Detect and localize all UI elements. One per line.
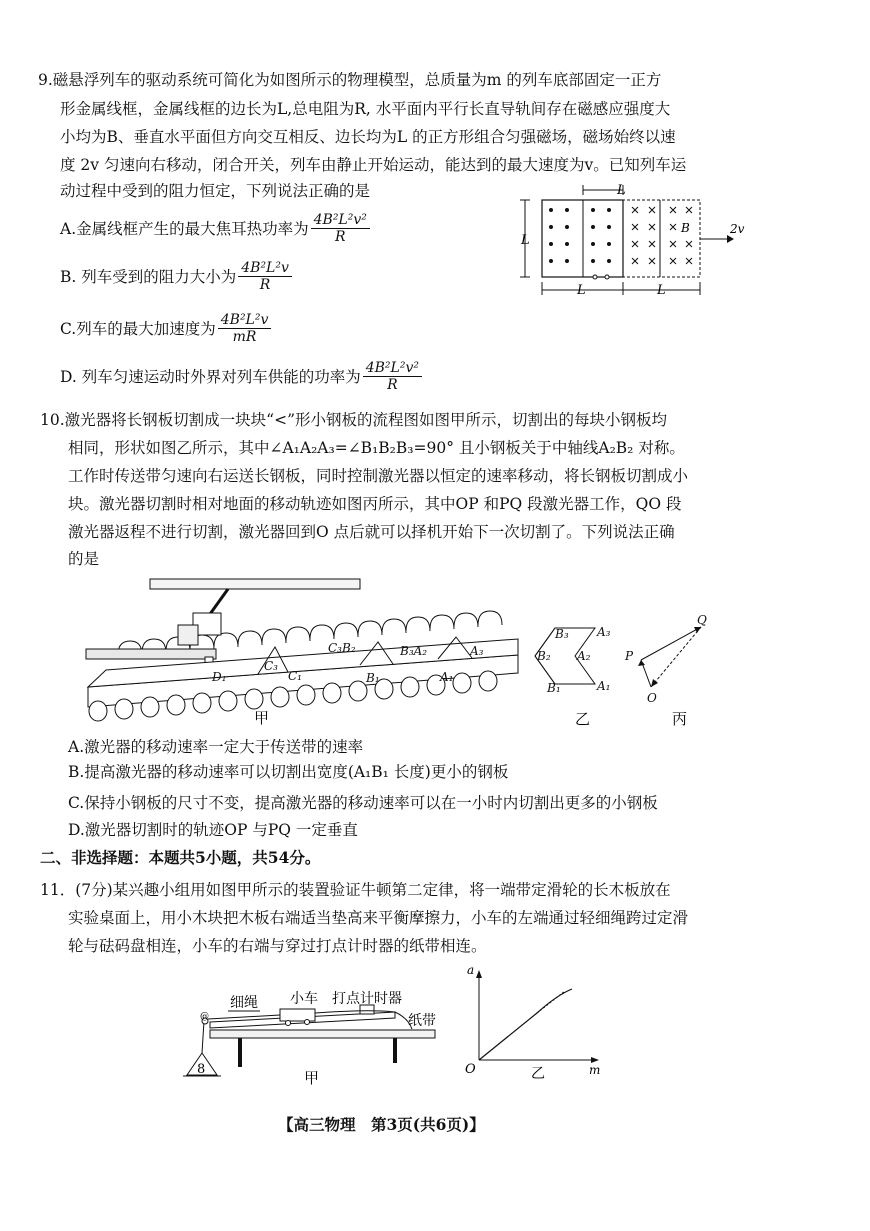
q11-line-3: 轮与砝码盘相连，小车的右端与穿过打点计时器的纸带相连。 [68,937,487,955]
q9-label-b: B [681,221,690,235]
q9-option-c-fraction [218,312,272,345]
q9-field-dots [549,208,611,263]
q10-bing-label-o: O [647,691,657,705]
q10-option-c[interactable]: C.保持小钢板的尺寸不变，提高激光器的移动速率可以在一小时内切割出更多的小钢板 [68,794,658,812]
q10-figure-bing-trajectory [615,612,725,732]
q10-yi-label-a3: A₃ [597,625,611,639]
q9-option-d-fraction [363,360,422,393]
q10-bing-label-p: P [625,649,634,663]
q11-pulley-icon: @ [200,1012,209,1022]
q10-line-1: 10.激光器将长钢板切割成一块块“<”形小钢板的流程图如图甲所示，切割出的每块小钢板均 [40,411,667,429]
q10-option-d[interactable]: D.激光器切割时的轨迹OP 与PQ 一定垂直 [68,821,358,839]
q11-graph-label-a: a [467,963,475,977]
q11-graph-label-m: m [589,1063,601,1077]
q10-option-b[interactable]: B.提高激光器的移动速率可以切割出宽度(A₁B₁ 长度)更小的钢板 [68,763,509,781]
q9-option-b[interactable] [60,260,292,293]
q9-option-a[interactable] [60,212,370,245]
q10-yi-label-a2: A₂ [577,649,591,663]
q10-label-d1: D₁ [212,670,227,684]
q11-caption-jia: 甲 [304,1069,320,1087]
q9-option-d-text: D. 列车匀速运动时外界对列车供能的功率为 [60,367,361,386]
q11-caption-yi: 乙 [531,1066,545,1082]
q10-label-a1: A₁ [440,670,454,684]
q10-option-a[interactable]: A.激光器的移动速率一定大于传送带的速率 [68,738,364,756]
q11-label-tape: 纸带 [408,1013,436,1029]
q9-label-left-l: L [521,233,530,248]
q10-caption-bing: 丙 [672,710,688,728]
fraction-denominator: R [259,277,271,293]
q10-yi-label-a1: A₁ [597,679,611,693]
q10-line-6: 的是 [68,550,100,568]
fraction-denominator: R [334,229,346,245]
fraction-denominator: R [387,377,398,393]
q9-line-1: 9.磁悬浮列车的驱动系统可简化为如图所示的物理模型，总质量为m 的列车底部固定一正方 [38,71,662,89]
q10-label-c1: C₁ [288,669,302,683]
q10-label-b3a2: B₃A₂ [400,644,428,658]
q9-option-a-text: A.金属线框产生的最大焦耳热功率为 [60,219,309,238]
q10-line-4: 块。激光器切割时相对地面的移动轨迹如图丙所示，其中OP 和PQ 段激光器工作，QO 段 [68,495,682,513]
section-heading-nonchoice: 二、非选择题：本题共5小题，共54分。 [40,848,321,867]
q10-line-5: 激光器返程不进行切割，激光器回到O 点后就可以择机开始下一次切割了。下列说法正确 [68,523,675,541]
q10-yi-label-b1: B₁ [547,681,561,695]
q9-field-crosses [632,207,692,264]
q9-option-b-fraction [238,260,292,293]
q11-figure-jia-apparatus [180,985,455,1095]
q11-line-1: 11．(7分)某兴趣小组用如图甲所示的装置验证牛顿第二定律，将一端带定滑轮的长木板放在 [40,881,671,899]
fraction-denominator: mR [232,329,257,345]
q9-label-bottom-l2: L [657,283,666,298]
q11-label-timer: 打点计时器 [332,991,402,1007]
page-footer: 【高三物理 第3页(共6页)】 [278,1115,485,1134]
q9-label-2v: 2v [730,222,745,236]
q11-line-2: 实验桌面上，用小木块把木板右端适当垫高来平衡摩擦力，小车的左端通过轻细绳跨过定滑 [68,909,689,927]
q10-label-a3: A₃ [470,644,484,658]
q10-label-c3b2: C₃B₂ [328,641,356,655]
q10-label-b1: B₁ [366,671,380,685]
q9-option-b-text: B. 列车受到的阻力大小为 [60,267,237,286]
q9-option-c-text: C.列车的最大加速度为 [60,319,216,338]
fraction-numerator: 4B²L²v² [363,360,422,377]
q9-option-a-fraction [311,212,370,245]
q9-option-c[interactable] [60,312,271,345]
q10-caption-yi: 乙 [575,710,591,728]
q11-label-car: 小车 [290,991,318,1007]
q9-label-top-l: L [617,183,626,198]
q9-line-2: 形金属线框，金属线框的边长为L,总电阻为R, 水平面内平行长直导轨间存在磁感应强度大 [60,100,671,118]
q9-line-4: 度 2v 匀速向右移动，闭合开关，列车由静止开始运动，能达到的最大速度为v。已知列车运 [60,156,687,174]
fraction-numerator: 4B²L²v [238,260,292,277]
q10-caption-jia: 甲 [254,709,270,727]
q9-magnetic-field-figure [515,182,765,297]
q10-yi-label-b2: B₂ [537,649,551,663]
q11-figure-yi-graph [455,960,605,1090]
q11-weight-label: 8 [197,1062,206,1077]
q9-label-bottom-l1: L [577,283,586,298]
q10-line-2: 相同，形状如图乙所示，其中∠A₁A₂A₃=∠B₁B₂B₃=90° 且小钢板关于中轴线A₂B₂ 对称。 [68,439,685,457]
q10-bing-label-q: Q [697,613,707,627]
q9-line-5: 动过程中受到的阻力恒定，下列说法正确的是 [60,182,371,200]
fraction-numerator: 4B²L²v [218,312,272,329]
q10-line-3: 工作时传送带匀速向右运送长钢板，同时控制激光器以恒定的速率移动，将长钢板切割成小 [68,467,689,485]
q11-label-rope: 细绳 [230,995,258,1011]
fraction-numerator: 4B²L²v² [311,212,370,229]
q10-figure-jia-conveyor [78,575,528,730]
q9-option-d[interactable] [60,360,422,393]
q9-line-3: 小均为B、垂直水平面但方向交互相反、边长均为L 的正方形组合匀强磁场，磁场始终以速 [60,128,676,146]
q11-graph-label-o: O [465,1062,476,1077]
q10-label-c3: C₃ [264,659,278,673]
q10-yi-label-b3: B₃ [555,627,569,641]
